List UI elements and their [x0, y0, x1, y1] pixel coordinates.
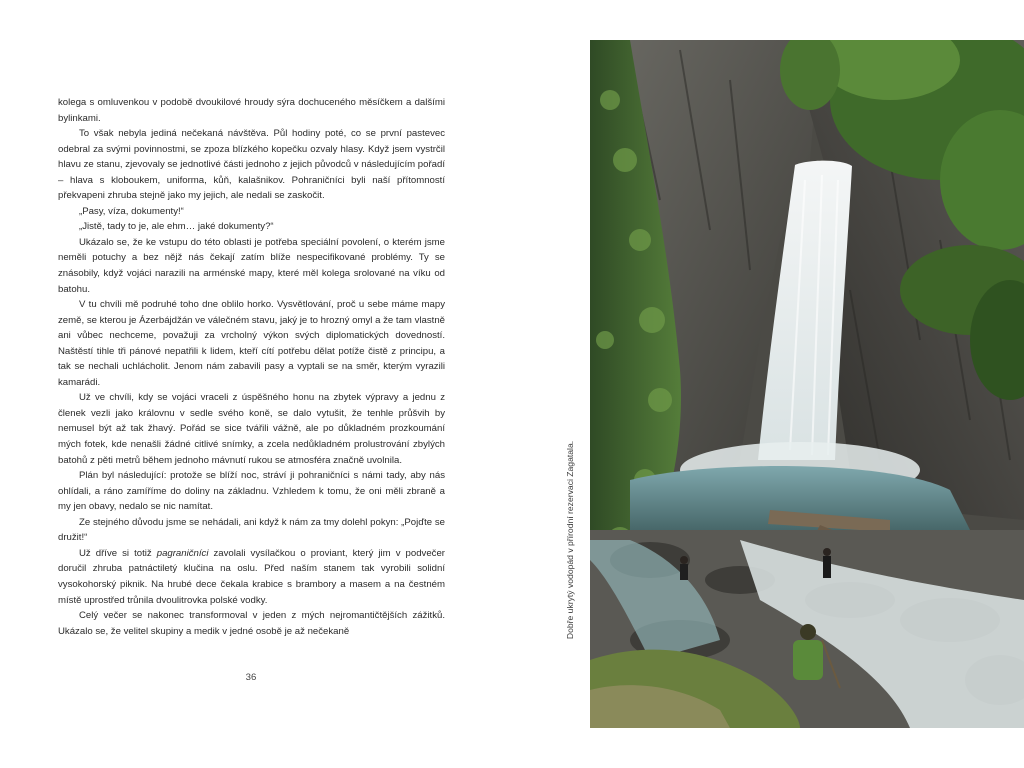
paragraph: kolega s omluvenkou v podobě dvoukilové hroudy sýra dochuceného měsíčkem a dalšími bylinkami.	[58, 97, 445, 124]
waterfall-photo-illustration	[590, 40, 1024, 728]
paragraph: Už ve chvíli, kdy se vojáci vraceli z úspěšného honu na zbytek výpravy a jednu z členek vezli jako královnu v sedle svého koně, se dalo vytušit, že tenhle průšvih by nemusel být až tak žhavý. Pořád se sice tvářili vážně, ale po důkladném prozkoumání mých fotek, kde nenašli žádné citlivé snímky, a zcela nedůkladném prolustrování zbylých batohů z pěti metrů během jednoho mávnutí rukou se atmosféra značně uvolnila.	[58, 392, 445, 466]
person-figure	[823, 548, 831, 578]
waterfall-photo	[590, 40, 1024, 728]
paragraph: To však nebyla jediná nečekaná návštěva. Půl hodiny poté, co se první pastevec odebral za svými povinnostmi, se zpoza blízkého kopečku ozvaly hlasy. Když jsem vystrčil hlavu ze stanu, zjevovaly se jednotlivé části jednoho z jejich původců v následujícím pořadí – hlava s kloboukem, uniforma, kůň, kalašnikov. Pohraničníci byli naší přítomností překvapeni zhruba stejně jako my jejich, ale nedali se zaskočit.	[58, 128, 445, 202]
paragraph: Celý večer se nakonec transformoval v jeden z mých nejromantičtějších zážitků. Ukázalo se, že velitel skupiny a medik v jedné osobě je až nečekaně	[58, 610, 445, 637]
paragraph: Ukázalo se, že ke vstupu do této oblasti je potřeba speciální povolení, o kterém jsme neměli potuchy a bez nějž nás čekají zatím blíže nespecifikované problémy. Ty se znásobily, když vojáci narazili na arménské mapy, které měl kolega srolované na víku od batohu.	[58, 236, 445, 295]
paragraph-with-italic: Už dříve si totiž pagraničníci zavolali vysílačkou o proviant, který jim v podvečer doručil zhruba patnáctiletý klučina na oslu. Před naším stanem tak vyrobili solidní vysokohorský piknik. Na hrubé dece čekala krabice s brambory a masem a na čestném místě uprostřed trůnila dvoulitrovka polské vodky.	[58, 547, 445, 606]
person-figure	[680, 556, 688, 580]
caption-text: Dobře ukrytý vodopád v přírodní rezervaci Zagatala.	[565, 440, 575, 640]
paragraph: Plán byl následující: protože se blíží noc, stráví ji pohraničníci s námi tady, aby nás ohlídali, a ráno zamíříme do doliny na základnu. Vzhledem k tomu, že oni měli zbraně a my jen obavy, nedalo se nic namítat.	[58, 470, 445, 513]
page-number: 36	[245, 672, 257, 683]
italic-word: pagraničníci	[156, 547, 209, 559]
paragraph: V tu chvíli mě podruhé toho dne oblilo horko. Vysvětlování, proč u sebe máme mapy země, se kterou je Ázerbájdžán ve válečném stavu, jaký je to hrozný omyl a že tam vlastně ani vůbec nechceme, považuji za vrcholný výkon svých diplomatických dovedností. Naštěstí tihle tři pánové nepatřili k lidem, kteří cítí potřebu dělat potíže čistě z principu, a tak se nechali uchlácholit. Jenom nám zabavili pasy a vyptali se na směr, kterým vyrazili kamarádi.	[58, 299, 445, 388]
paragraph: Ze stejného důvodu jsme se nehádali, ani když k nám za tmy dolehl pokyn: „Pojďte se družit!“	[58, 516, 445, 544]
photo-caption	[562, 0, 578, 768]
paragraph: „Pasy, víza, dokumenty!“	[79, 205, 184, 217]
left-page-text	[58, 95, 445, 639]
paragraph: „Jistě, tady to je, ale ehm… jaké dokumenty?“	[79, 221, 274, 233]
